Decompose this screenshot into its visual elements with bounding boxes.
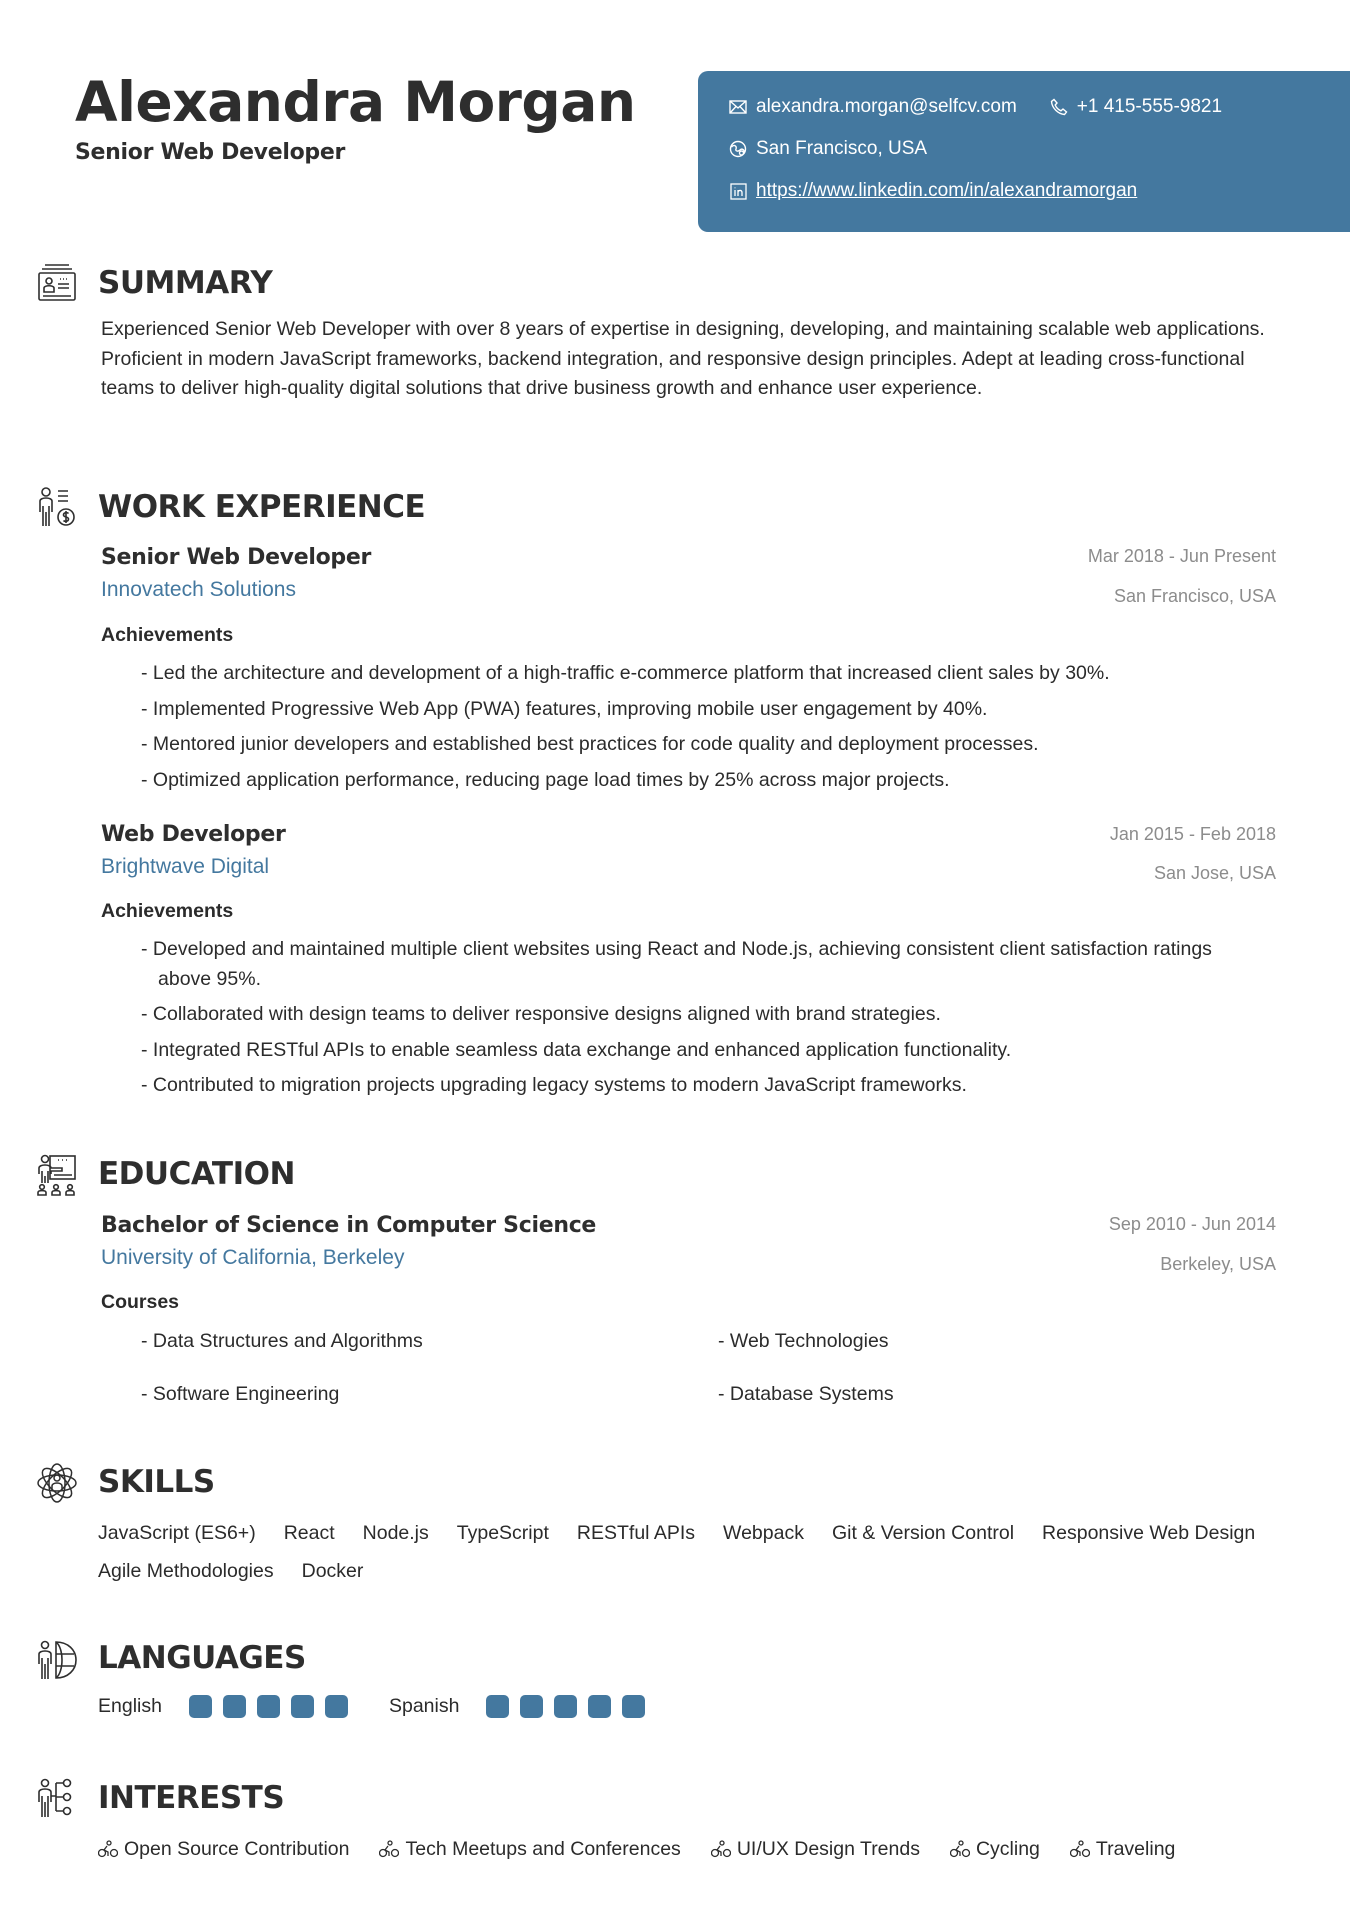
candidate-title: Senior Web Developer <box>75 140 346 165</box>
location-icon <box>728 139 748 159</box>
skill-item: Responsive Web Design <box>1042 1522 1256 1544</box>
degree-title: Bachelor of Science in Computer Science <box>101 1213 597 1238</box>
person-globe-icon <box>36 1640 78 1682</box>
person-network-icon <box>36 1778 78 1820</box>
experience-heading: WORK EXPERIENCE <box>98 489 426 525</box>
contact-panel <box>698 71 1350 232</box>
level-dot <box>554 1695 577 1718</box>
level-dot <box>189 1695 212 1718</box>
skill-item: Git & Version Control <box>831 1522 1015 1544</box>
cyclist-icon <box>950 1840 970 1858</box>
education-location: Berkeley, USA <box>1160 1254 1276 1274</box>
skill-item: JavaScript (ES6+) <box>98 1522 256 1544</box>
linkedin-icon <box>728 181 748 201</box>
language-level-spanish <box>486 1695 645 1718</box>
job-location: San Francisco, USA <box>1113 586 1276 606</box>
courses-label: Courses <box>101 1291 180 1313</box>
education-dates: Sep 2010 - Jun 2014 <box>1108 1214 1276 1234</box>
skill-item: Docker <box>301 1560 364 1582</box>
course-item: - Software Engineering <box>141 1383 340 1405</box>
level-dot <box>223 1695 246 1718</box>
summary-heading: SUMMARY <box>98 265 273 301</box>
cyclist-icon <box>98 1840 118 1858</box>
course-item: - Data Structures and Algorithms <box>141 1330 423 1352</box>
level-dot <box>520 1695 543 1718</box>
language-name: Spanish <box>388 1695 460 1717</box>
level-dot <box>325 1695 348 1718</box>
achievement-item: - Contributed to migration projects upgrading legacy systems to modern JavaScript frameworks. <box>141 1074 967 1096</box>
cyclist-icon <box>379 1840 399 1858</box>
job-dates: Jan 2015 - Feb 2018 <box>1109 824 1276 844</box>
interest-item: UI/UX Design Trends <box>711 1834 920 1864</box>
skill-item: React <box>283 1522 335 1544</box>
skill-item: Agile Methodologies <box>98 1560 274 1582</box>
level-dot <box>588 1695 611 1718</box>
skills-heading: SKILLS <box>98 1464 215 1500</box>
linkedin-link[interactable]: https://www.linkedin.com/in/alexandramorgan <box>756 180 1138 201</box>
contact-location: San Francisco, USA <box>756 138 928 159</box>
cyclist-icon <box>711 1840 731 1858</box>
courses-list <box>141 1327 1281 1409</box>
languages-heading: LANGUAGES <box>98 1640 306 1676</box>
phone-icon <box>1049 97 1069 117</box>
id-card-icon <box>36 262 78 304</box>
teacher-classroom-icon <box>36 1154 78 1196</box>
job-dates: Mar 2018 - Jun Present <box>1087 546 1276 566</box>
interest-item: Cycling <box>950 1834 1040 1864</box>
school-name: University of California, Berkeley <box>101 1246 405 1269</box>
employee-salary-icon <box>36 486 78 528</box>
contact-location-row <box>728 138 927 160</box>
contact-email-row <box>728 96 1222 118</box>
education-heading: EDUCATION <box>98 1156 295 1192</box>
skill-item: Webpack <box>723 1522 804 1544</box>
achievements-label: Achievements <box>101 624 234 646</box>
skill-item: Node.js <box>362 1522 429 1544</box>
job-title: Senior Web Developer <box>101 545 372 570</box>
job-company: Innovatech Solutions <box>101 578 296 601</box>
interest-item: Open Source Contribution <box>98 1834 349 1864</box>
achievement-item: - Implemented Progressive Web App (PWA) features, improving mobile user engagement by 40%. <box>141 697 988 720</box>
achievement-item: - Led the architecture and development of a high-traffic e-commerce platform that increased client sales by 30%. <box>141 662 1110 684</box>
contact-email[interactable]: alexandra.morgan@selfcv.com <box>756 96 1017 117</box>
job-title: Web Developer <box>101 822 286 847</box>
achievements-list <box>141 935 1281 1107</box>
achievements-label: Achievements <box>101 900 234 922</box>
cyclist-icon <box>1070 1840 1090 1858</box>
level-dot <box>486 1695 509 1718</box>
language-level-english <box>189 1695 348 1718</box>
skills-list <box>98 1518 1278 1586</box>
candidate-name: Alexandra Morgan <box>75 70 636 134</box>
summary-text: Experienced Senior Web Developer with over 8 years of expertise in designing, developing, and maintaining scalable web applications. Proficient in modern JavaScript frameworks, backend integration, and responsive design principles. Adept at leading cross-functional teams to deliver high-quality digital solutions that drive business growth and enhance user experience. <box>101 318 1265 399</box>
achievement-item: - Optimized application performance, reducing page load times by 25% across major projects. <box>141 768 950 791</box>
contact-phone[interactable]: +1 415-555-9821 <box>1076 96 1223 117</box>
course-item: - Web Technologies <box>718 1330 889 1352</box>
atom-person-icon <box>36 1462 78 1504</box>
level-dot <box>291 1695 314 1718</box>
level-dot <box>257 1695 280 1718</box>
achievement-item: - Collaborated with design teams to deliver responsive designs aligned with brand strategies. <box>141 1003 941 1025</box>
level-dot <box>622 1695 645 1718</box>
interests-heading: INTERESTS <box>98 1780 285 1816</box>
contact-linkedin-row <box>728 180 1137 202</box>
envelope-icon <box>728 97 748 117</box>
achievements-list <box>141 659 1281 801</box>
interests-list <box>98 1834 1278 1864</box>
skill-item: TypeScript <box>456 1522 549 1544</box>
achievement-item: - Developed and maintained multiple client websites using React and Node.js, achieving consistent client satisfaction ratings above 95%. <box>141 938 1212 990</box>
language-name: English <box>98 1695 162 1717</box>
skill-item: RESTful APIs <box>576 1522 696 1544</box>
interest-item: Tech Meetups and Conferences <box>379 1834 680 1864</box>
job-company: Brightwave Digital <box>101 855 270 878</box>
interest-item: Traveling <box>1070 1834 1175 1864</box>
achievement-item: - Mentored junior developers and established best practices for code quality and deployment processes. <box>141 733 1039 755</box>
course-item: - Database Systems <box>718 1383 894 1405</box>
achievement-item: - Integrated RESTful APIs to enable seamless data exchange and enhanced application functionality. <box>141 1038 1012 1061</box>
languages-list <box>98 1695 686 1718</box>
job-location: San Jose, USA <box>1153 863 1276 883</box>
